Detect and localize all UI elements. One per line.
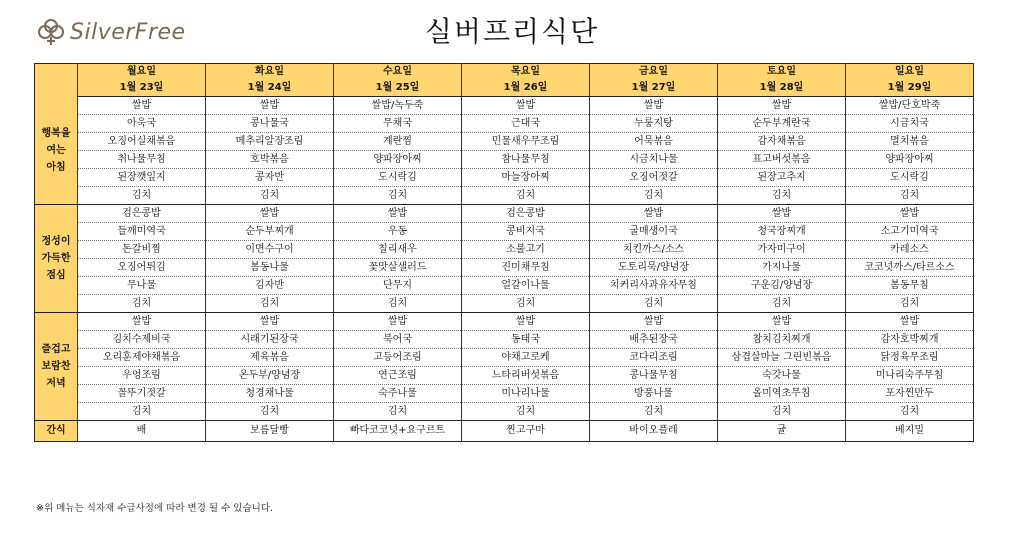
menu-cell: 봄동무침 (846, 277, 974, 295)
menu-cell: 쌀밥 (590, 205, 718, 223)
menu-cell: 우동 (334, 223, 462, 241)
menu-cell: 쌀밥 (590, 97, 718, 115)
meal-section-label-line: 저녁 (46, 378, 66, 389)
menu-row (35, 331, 974, 349)
snack-cell: 베지밀 (846, 421, 974, 442)
menu-cell: 쌀밥 (846, 205, 974, 223)
meal-section-label (35, 205, 78, 313)
menu-row (35, 205, 974, 223)
snack-label: 간식 (35, 421, 78, 442)
menu-cell: 양파장아찌 (334, 151, 462, 169)
menu-cell: 도토리묵/양념장 (590, 259, 718, 277)
menu-cell: 쌀밥 (718, 205, 846, 223)
day-date-header: 1월 29일 (846, 80, 974, 97)
menu-cell: 코다리조림 (590, 349, 718, 367)
day-date-header: 1월 25일 (334, 80, 462, 97)
menu-cell: 꽃맛살샐러드 (334, 259, 462, 277)
menu-cell: 감자호박찌개 (846, 331, 974, 349)
page-title: 실버프리식단 (424, 15, 600, 48)
menu-cell: 닭정육무조림 (846, 349, 974, 367)
menu-cell: 쌀밥/단호박죽 (846, 97, 974, 115)
menu-cell: 올미역초무침 (718, 385, 846, 403)
menu-cell: 콩나물국 (206, 115, 334, 133)
menu-cell: 치커리사과유자무침 (590, 277, 718, 295)
menu-cell: 봄동나물 (206, 259, 334, 277)
menu-cell: 동태국 (462, 331, 590, 349)
menu-cell: 오징어젓갈 (590, 169, 718, 187)
menu-row (35, 241, 974, 259)
menu-cell: 쌀밥 (206, 205, 334, 223)
menu-cell: 취나물무침 (78, 151, 206, 169)
menu-cell: 메추리알장조림 (206, 133, 334, 151)
snack-cell: 귤 (718, 421, 846, 442)
menu-cell: 오리훈제야채볶음 (78, 349, 206, 367)
menu-cell: 들깨미역국 (78, 223, 206, 241)
menu-cell: 치킨까스/소스 (590, 241, 718, 259)
menu-cell: 무채국 (334, 115, 462, 133)
footnote: ※위 메뉴는 식자재 수급사정에 따라 변경 될 수 있습니다. (36, 503, 274, 514)
menu-cell: 소고기미역국 (846, 223, 974, 241)
snack-cell: 찐고구마 (462, 421, 590, 442)
menu-cell: 포자찐만두 (846, 385, 974, 403)
menu-cell: 숙갓나물 (718, 367, 846, 385)
day-name-header: 월요일 (78, 64, 206, 81)
menu-cell: 가지나물 (718, 259, 846, 277)
menu-cell: 쌀밥 (78, 313, 206, 331)
menu-row (35, 187, 974, 205)
menu-cell: 김치 (206, 295, 334, 313)
menu-row (35, 151, 974, 169)
menu-cell: 카레소스 (846, 241, 974, 259)
menu-cell: 무나물 (78, 277, 206, 295)
day-name-header: 목요일 (462, 64, 590, 81)
menu-cell: 김치 (718, 187, 846, 205)
menu-cell: 쌀밥 (462, 97, 590, 115)
menu-cell: 쌀밥 (718, 97, 846, 115)
menu-cell: 김치 (78, 403, 206, 421)
menu-cell: 김치 (206, 187, 334, 205)
snack-cell: 배 (78, 421, 206, 442)
menu-cell: 쌀밥 (718, 313, 846, 331)
snack-cell: 바이오플레 (590, 421, 718, 442)
meal-section-label (35, 313, 78, 421)
menu-cell: 배추된장국 (590, 331, 718, 349)
menu-cell: 쌀밥/녹두죽 (334, 97, 462, 115)
menu-cell: 쌀밥 (206, 313, 334, 331)
menu-cell: 검은콩밥 (78, 205, 206, 223)
menu-cell: 김치 (206, 403, 334, 421)
menu-cell: 쌀밥 (846, 313, 974, 331)
day-name-header: 토요일 (718, 64, 846, 81)
menu-cell: 얼갈이나물 (462, 277, 590, 295)
menu-row (35, 259, 974, 277)
meal-section-label-line: 가득한 (41, 253, 71, 264)
menu-cell: 진미채무침 (462, 259, 590, 277)
menu-cell: 구운김/양념장 (718, 277, 846, 295)
menu-cell: 김치수제비국 (78, 331, 206, 349)
menu-row (35, 277, 974, 295)
menu-row (35, 385, 974, 403)
menu-cell: 김치 (334, 187, 462, 205)
header-corner (35, 64, 78, 97)
menu-cell: 된장깻잎지 (78, 169, 206, 187)
menu-cell: 콩자반 (206, 169, 334, 187)
menu-cell: 근대국 (462, 115, 590, 133)
menu-cell: 고등어조림 (334, 349, 462, 367)
menu-cell: 누룽지탕 (590, 115, 718, 133)
menu-cell: 제육볶음 (206, 349, 334, 367)
menu-cell: 오징어튀김 (78, 259, 206, 277)
menu-cell: 민물새우무조림 (462, 133, 590, 151)
day-date-header: 1월 24일 (206, 80, 334, 97)
day-date-header: 1월 26일 (462, 80, 590, 97)
menu-cell: 미나리숙주무침 (846, 367, 974, 385)
menu-cell: 계란찜 (334, 133, 462, 151)
menu-cell: 양파장아찌 (846, 151, 974, 169)
menu-cell: 마늘장아찌 (462, 169, 590, 187)
menu-cell: 굴매생이국 (590, 223, 718, 241)
menu-cell: 김치 (462, 403, 590, 421)
menu-cell: 김치 (846, 295, 974, 313)
menu-cell: 단무지 (334, 277, 462, 295)
menu-cell: 쌀밥 (206, 97, 334, 115)
day-date-header: 1월 28일 (718, 80, 846, 97)
menu-row (35, 367, 974, 385)
menu-cell: 숙주나물 (334, 385, 462, 403)
menu-row (35, 97, 974, 115)
day-name-header: 금요일 (590, 64, 718, 81)
menu-cell: 미나리나물 (462, 385, 590, 403)
menu-cell: 꼴뚜기젓갈 (78, 385, 206, 403)
menu-cell: 멸치볶음 (846, 133, 974, 151)
menu-cell: 돈갈비찜 (78, 241, 206, 259)
menu-cell: 표고버섯볶음 (718, 151, 846, 169)
menu-cell: 야채고로케 (462, 349, 590, 367)
menu-cell: 쌀밥 (462, 313, 590, 331)
menu-cell: 칠리새우 (334, 241, 462, 259)
menu-cell: 콩나물무침 (590, 367, 718, 385)
menu-row (35, 295, 974, 313)
menu-cell: 도시락김 (846, 169, 974, 187)
menu-cell: 콩비지국 (462, 223, 590, 241)
menu-row (35, 133, 974, 151)
menu-cell: 순두부찌개 (206, 223, 334, 241)
menu-cell: 호박볶음 (206, 151, 334, 169)
day-date-header: 1월 27일 (590, 80, 718, 97)
menu-cell: 김치 (78, 187, 206, 205)
menu-cell: 감자채볶음 (718, 133, 846, 151)
menu-cell: 가자미구이 (718, 241, 846, 259)
menu-cell: 아욱국 (78, 115, 206, 133)
meal-section-label-line: 행복을 (41, 127, 71, 139)
meal-section-label-line: 보람찬 (41, 361, 71, 372)
snack-cell: 보름달빵 (206, 421, 334, 442)
meal-section-label-line: 점심 (46, 270, 66, 281)
menu-cell: 청경채나물 (206, 385, 334, 403)
menu-cell: 김치 (78, 295, 206, 313)
day-date-header: 1월 23일 (78, 80, 206, 97)
menu-cell: 북어국 (334, 331, 462, 349)
menu-row (35, 223, 974, 241)
menu-cell: 김치 (334, 403, 462, 421)
menu-cell: 시래기된장국 (206, 331, 334, 349)
menu-cell: 김치 (718, 403, 846, 421)
menu-cell: 이면수구이 (206, 241, 334, 259)
day-name-header: 화요일 (206, 64, 334, 81)
menu-cell: 김치 (590, 403, 718, 421)
menu-cell: 김치 (462, 295, 590, 313)
menu-cell: 순두부계란국 (718, 115, 846, 133)
menu-row (35, 349, 974, 367)
menu-cell: 된장고추지 (718, 169, 846, 187)
menu-cell: 김치 (590, 187, 718, 205)
menu-cell: 삼겹살마늘 그린빈볶음 (718, 349, 846, 367)
menu-cell: 쌀밥 (334, 313, 462, 331)
snack-row (35, 421, 974, 442)
menu-cell: 검은콩밥 (462, 205, 590, 223)
menu-row (35, 115, 974, 133)
menu-row (35, 403, 974, 421)
menu-cell: 시금치국 (846, 115, 974, 133)
menu-cell: 쌀밥 (78, 97, 206, 115)
menu-cell: 도시락김 (334, 169, 462, 187)
meal-section-label (35, 97, 78, 205)
menu-cell: 참치김치찌개 (718, 331, 846, 349)
meal-section-label-line: 아침 (46, 161, 66, 173)
menu-cell: 연근조림 (334, 367, 462, 385)
snack-cell: 빠다코코넛+요구르트 (334, 421, 462, 442)
menu-cell: 소불고기 (462, 241, 590, 259)
menu-row (35, 313, 974, 331)
logo-text: SilverFree (70, 19, 186, 45)
menu-cell: 김치 (846, 403, 974, 421)
menu-cell: 오징어실채볶음 (78, 133, 206, 151)
meal-section-label-line: 정성이 (41, 236, 71, 247)
menu-cell: 김치 (462, 187, 590, 205)
menu-cell: 쌀밥 (590, 313, 718, 331)
menu-table (34, 63, 974, 442)
meal-section-label-line: 즐겁고 (41, 344, 71, 355)
menu-cell: 시금치나물 (590, 151, 718, 169)
menu-cell: 김자반 (206, 277, 334, 295)
menu-cell: 김치 (846, 187, 974, 205)
meal-section-label-line: 여는 (46, 144, 66, 156)
day-name-header: 일요일 (846, 64, 974, 81)
menu-cell: 쌀밥 (334, 205, 462, 223)
menu-cell: 어묵볶음 (590, 133, 718, 151)
menu-cell: 청국장찌개 (718, 223, 846, 241)
menu-cell: 김치 (718, 295, 846, 313)
menu-cell: 방풍나물 (590, 385, 718, 403)
menu-cell: 느타리버섯볶음 (462, 367, 590, 385)
menu-cell: 참나물무침 (462, 151, 590, 169)
menu-cell: 김치 (590, 295, 718, 313)
menu-cell: 코코넛까스/타르소스 (846, 259, 974, 277)
menu-cell: 우엉조림 (78, 367, 206, 385)
day-name-header: 수요일 (334, 64, 462, 81)
menu-row (35, 169, 974, 187)
menu-cell: 김치 (334, 295, 462, 313)
menu-cell: 온두부/양념장 (206, 367, 334, 385)
